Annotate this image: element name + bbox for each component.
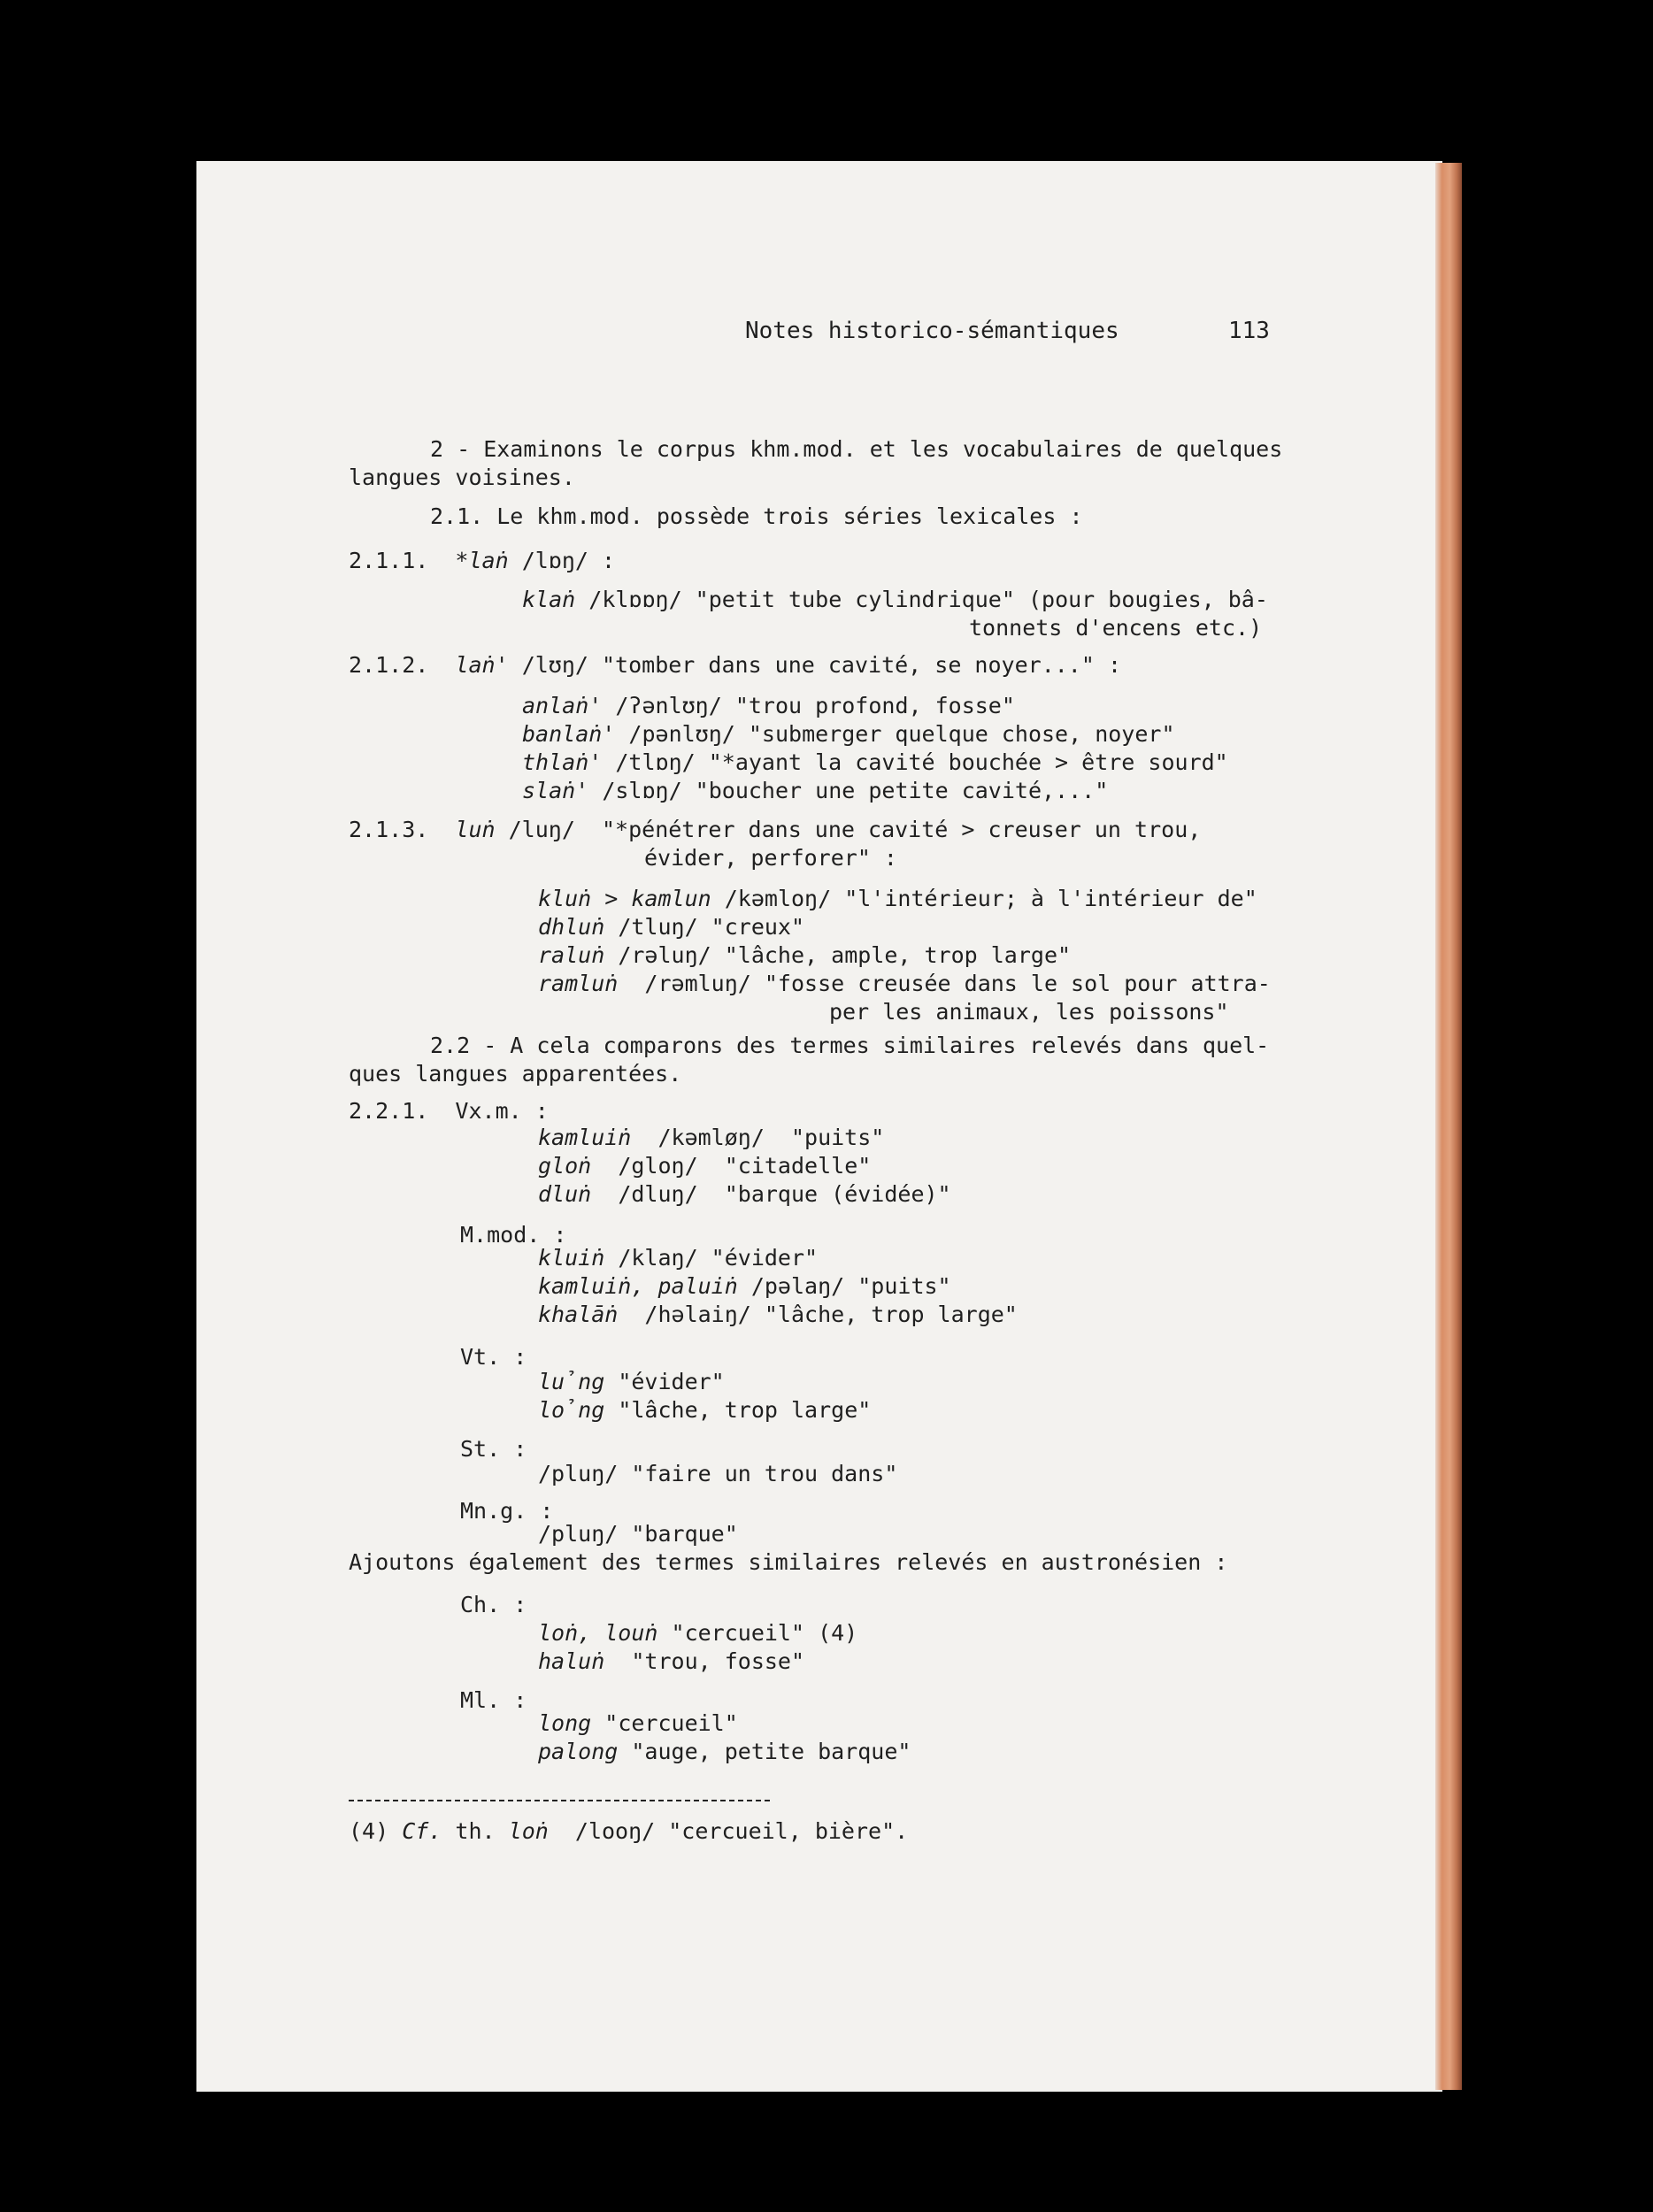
footnote-number: (4)	[349, 1818, 389, 1844]
list-item	[538, 1396, 871, 1425]
section-number: 2.2.1.	[349, 1098, 429, 1124]
list-item	[538, 1152, 871, 1180]
entry-klan	[522, 586, 1268, 614]
section-number: 2.1.3.	[349, 817, 429, 842]
entry-word: khalāṅ	[538, 1302, 619, 1327]
language-label-mmod: M.mod. :	[460, 1222, 567, 1248]
footnote-word: loṅ	[508, 1818, 549, 1844]
list-item	[522, 720, 1175, 749]
footnote-rule	[349, 1800, 770, 1801]
entry-word: loṅ, louṅ	[538, 1620, 658, 1646]
entry-word: gloṅ	[538, 1153, 592, 1179]
entry-gloss: /dluŋ/ "barque (évidée)"	[591, 1181, 951, 1207]
list-item	[538, 1124, 884, 1152]
list-item	[538, 1301, 1018, 1329]
entry-klan-continuation: tonnets d'encens etc.)	[969, 615, 1263, 641]
section-2-1-2	[349, 651, 1121, 680]
entry-word: dluṅ	[538, 1181, 592, 1207]
section-number: 2.1.2.	[349, 652, 429, 678]
paragraph-2-2-line1: 2.2 - A cela comparons des termes similaires relevés dans quel-	[430, 1033, 1270, 1058]
section-2-1-3	[349, 816, 1201, 844]
entry-gloss: /ʔənlʊŋ/ "trou profond, fosse"	[602, 693, 1015, 718]
paragraph-2-line2: langues voisines.	[349, 465, 575, 490]
page-edges	[1435, 163, 1462, 2090]
gloss: /lʊŋ/ "tomber dans une cavité, se noyer..." :	[508, 652, 1121, 678]
entry-word: palong	[538, 1739, 619, 1764]
entry-word: kamluiṅ, paluiṅ	[538, 1273, 738, 1299]
entry-gloss: "lâche, trop large"	[604, 1397, 872, 1423]
list-item	[522, 749, 1228, 777]
paragraph-austronesian: Ajoutons également des termes similaires relevés en austronésien :	[349, 1549, 1228, 1575]
list-item	[522, 777, 1108, 805]
list-item	[538, 885, 1257, 913]
entry-gloss: /klaŋ/ "évider"	[604, 1245, 819, 1271]
entry-word: lủng	[538, 1369, 605, 1394]
footnote-4	[349, 1817, 908, 1846]
entry-gloss: /kəmløŋ/ "puits"	[631, 1125, 885, 1150]
list-item	[538, 913, 804, 941]
list-item	[522, 692, 1015, 720]
entry-gloss: /slɒŋ/ "boucher une petite cavité,..."	[588, 778, 1109, 803]
page-number: 113	[1228, 318, 1270, 344]
language-label-st: St. :	[460, 1436, 527, 1462]
entry-gloss: /kəmloŋ/ "l'intérieur; à l'intérieur de"	[711, 886, 1257, 911]
entry-word: slaṅ'	[522, 778, 589, 803]
language-label-ml: Ml. :	[460, 1687, 527, 1713]
language-label-vt: Vt. :	[460, 1344, 527, 1370]
entry-ramlun-continuation: per les animaux, les poissons"	[829, 999, 1229, 1025]
list-item	[538, 1738, 911, 1766]
entry-word: haluṅ	[538, 1648, 605, 1674]
entry-gloss: "cercueil"	[591, 1710, 738, 1736]
footnote-cf: Cf.	[402, 1818, 442, 1844]
entry-gloss: /tlɒŋ/ "*ayant la cavité bouchée > être sourd"	[602, 749, 1228, 775]
headword: *laṅ	[455, 548, 509, 573]
gloss: /luŋ/ "*pénétrer dans une cavité > creuser un trou,	[495, 817, 1202, 842]
entry-gloss: /rəmluŋ/ "fosse creusée dans le sol pour attra-	[618, 971, 1271, 996]
list-item	[538, 1709, 738, 1738]
list-item	[538, 1180, 951, 1209]
entry-gloss: /pəlaŋ/ "puits"	[737, 1273, 951, 1299]
entry-arrow: >	[591, 886, 632, 911]
entry-word: raluṅ	[538, 942, 605, 968]
footnote-gloss: /looŋ/ "cercueil, bière".	[548, 1818, 909, 1844]
entry-gloss: "évider"	[604, 1369, 725, 1394]
language-label-ch: Ch. :	[460, 1592, 527, 1617]
list-item	[538, 1368, 725, 1396]
entry-word: thlaṅ'	[522, 749, 603, 775]
entry-word: ramluṅ	[538, 971, 619, 996]
entry-gloss: /gloŋ/ "citadelle"	[591, 1153, 872, 1179]
language-label-mng: Mn.g. :	[460, 1498, 554, 1524]
entry-word: lỏng	[538, 1397, 605, 1423]
list-item	[538, 970, 1271, 998]
entry-word: kluṅ	[538, 886, 592, 911]
section-2-1-3-continuation: évider, perforer" :	[644, 845, 897, 871]
section-2-1-1	[349, 547, 615, 575]
running-title: Notes historico-sémantiques	[745, 318, 1119, 344]
entry-word: kamlun	[631, 886, 711, 911]
entry-gloss: /pənlʊŋ/ "submerger quelque chose, noyer"	[615, 721, 1175, 747]
list-item	[538, 1244, 818, 1272]
entry-gloss: /rəluŋ/ "lâche, ample, trop large"	[604, 942, 1072, 968]
headword: laṅ'	[455, 652, 509, 678]
entry-gloss: /klɒɒŋ/ "petit tube cylindrique" (pour bougies, bâ-	[575, 587, 1268, 612]
entry-word: dhluṅ	[538, 914, 605, 940]
entry-word: klaṅ	[522, 587, 576, 612]
entry-gloss: /tluŋ/ "creux"	[604, 914, 805, 940]
language-label: Vx.m. :	[455, 1098, 549, 1124]
paragraph-2-line1: 2 - Examinons le corpus khm.mod. et les vocabulaires de quelques	[430, 436, 1283, 462]
list-item	[538, 1619, 857, 1647]
paragraph-2-2-line2: ques langues apparentées.	[349, 1061, 682, 1087]
entry-word: anlaṅ'	[522, 693, 603, 718]
entry-gloss: "trou, fosse"	[604, 1648, 805, 1674]
footnote-lang: th.	[442, 1818, 509, 1844]
entry-word: kamluiṅ	[538, 1125, 632, 1150]
entry-word: kluiṅ	[538, 1245, 605, 1271]
gloss: /lɒŋ/ :	[508, 548, 616, 573]
entry-gloss: /həlaiŋ/ "lâche, trop large"	[618, 1302, 1018, 1327]
entry-word: banlaṅ'	[522, 721, 616, 747]
headword: luṅ	[455, 817, 496, 842]
section-2-2-1	[349, 1097, 549, 1125]
entry-gloss: "cercueil" (4)	[657, 1620, 858, 1646]
section-number: 2.1.1.	[349, 548, 429, 573]
list-item: /pluŋ/ "barque"	[538, 1521, 738, 1547]
list-item	[538, 941, 1071, 970]
entry-word: long	[538, 1710, 592, 1736]
entry-gloss: "auge, petite barque"	[618, 1739, 911, 1764]
list-item: /pluŋ/ "faire un trou dans"	[538, 1461, 898, 1486]
list-item	[538, 1272, 951, 1301]
paragraph-2-1: 2.1. Le khm.mod. possède trois séries lexicales :	[430, 503, 1083, 529]
list-item	[538, 1647, 804, 1676]
